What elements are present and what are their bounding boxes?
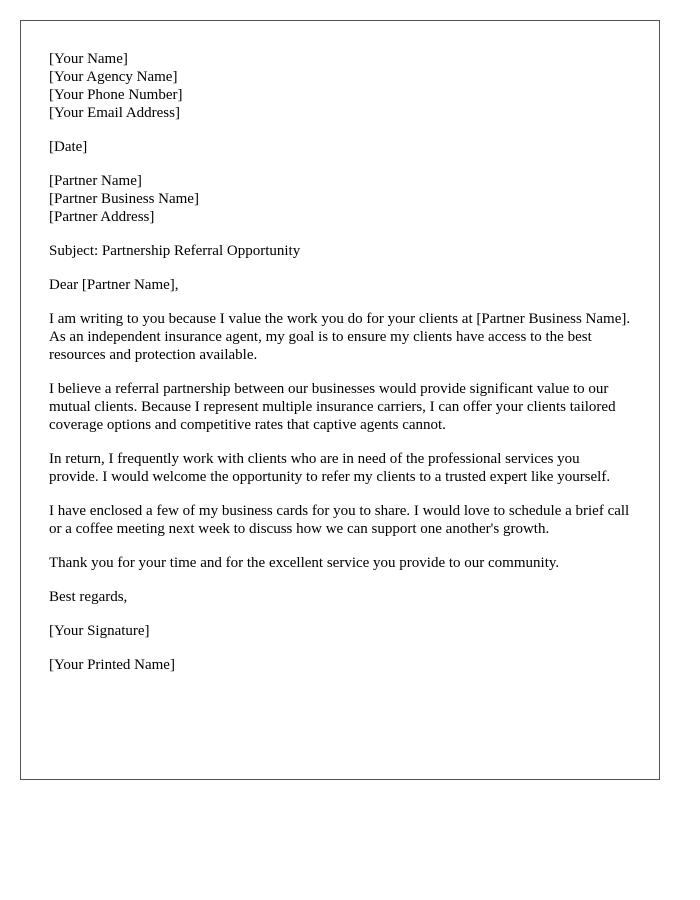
- body-paragraph-5: Thank you for your time and for the excellent service you provide to our community.: [49, 555, 560, 571]
- body-paragraph-3: In return, I frequently work with clients who are in need of the professional services you provide. I would welcome the opportunity to refer my clients to a trusted expert like yourself.: [49, 451, 611, 485]
- body-paragraph-1: I am writing to you because I value the work you do for your clients at [Partner Business Name]. As an independent insurance agent, my goal is to ensure my clients have access to the best resources and protection available.: [49, 311, 631, 363]
- body-paragraph-4: I have enclosed a few of my business cards for you to share. I would love to schedule a brief call or a coffee meeting next week to discuss how we can support one another's growth.: [49, 503, 630, 537]
- date-block: [49, 138, 631, 156]
- sender-email: [Your Email Address]: [49, 105, 180, 121]
- sender-name: [Your Name]: [49, 51, 128, 67]
- sender-phone: [Your Phone Number]: [49, 87, 183, 103]
- closing: Best regards,: [49, 589, 128, 605]
- subject-line: Subject: Partnership Referral Opportunity: [49, 243, 301, 259]
- salutation: Dear [Partner Name],: [49, 277, 179, 293]
- sender-block: [49, 50, 631, 122]
- signature-line: [Your Signature]: [49, 623, 150, 639]
- letter-date: [Date]: [49, 139, 88, 155]
- recipient-name: [Partner Name]: [49, 173, 142, 189]
- recipient-business: [Partner Business Name]: [49, 191, 199, 207]
- recipient-block: [49, 172, 631, 226]
- recipient-address: [Partner Address]: [49, 209, 155, 225]
- printed-name: [Your Printed Name]: [49, 657, 175, 673]
- letter-page: [20, 20, 660, 780]
- body-paragraph-2: I believe a referral partnership between our businesses would provide significant value to our mutual clients. Because I represent multiple insurance carriers, I can offer your clients tailored coverage options and competitive rates that captive agents cannot.: [49, 381, 616, 433]
- sender-agency: [Your Agency Name]: [49, 69, 178, 85]
